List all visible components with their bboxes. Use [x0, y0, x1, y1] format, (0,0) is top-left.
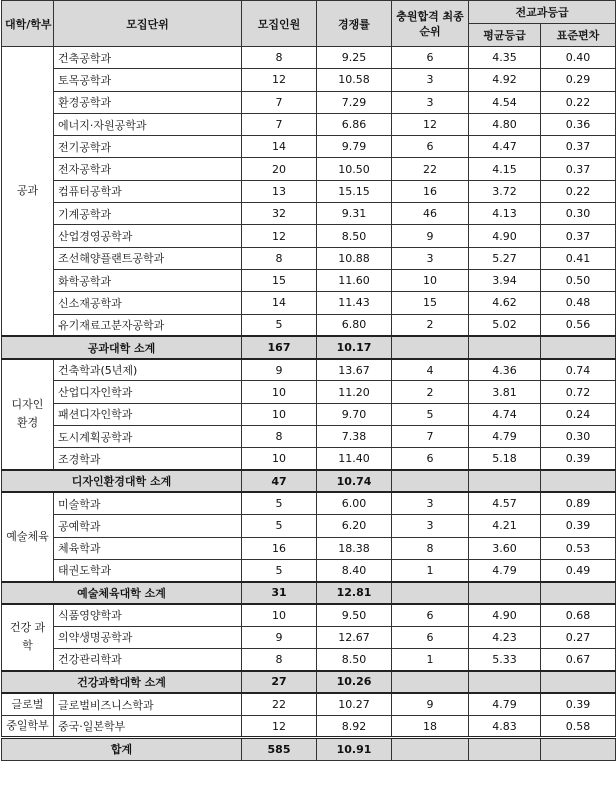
competition-cell: 6.80: [317, 314, 392, 336]
competition-cell: 9.79: [317, 136, 392, 158]
subtotal-empty: [392, 336, 469, 358]
avg-grade-cell: 3.81: [469, 381, 541, 403]
final-rank-cell: 3: [392, 515, 469, 537]
std-dev-cell: 0.48: [541, 292, 616, 314]
subtotal-quota: 27: [242, 671, 317, 693]
avg-grade-cell: 4.62: [469, 292, 541, 314]
unit-cell: 토목공학과: [54, 69, 242, 91]
avg-grade-cell: 3.60: [469, 537, 541, 559]
subtotal-empty: [392, 470, 469, 492]
std-dev-cell: 0.27: [541, 626, 616, 648]
subtotal-row: [2, 336, 616, 358]
unit-cell: 건축공학과: [54, 47, 242, 69]
unit-cell: 전기공학과: [54, 136, 242, 158]
table-row: [2, 537, 616, 559]
header-college: 대학/학부: [2, 1, 54, 47]
subtotal-competition: 10.17: [317, 336, 392, 358]
college-cell: 디자인 환경: [2, 359, 54, 470]
subtotal-empty: [541, 470, 616, 492]
subtotal-empty: [392, 582, 469, 604]
unit-cell: 중국·일본학부: [54, 715, 242, 737]
table-row: [2, 314, 616, 336]
total-competition: 10.91: [317, 738, 392, 760]
std-dev-cell: 0.49: [541, 559, 616, 581]
avg-grade-cell: 4.79: [469, 426, 541, 448]
unit-cell: 태권도학과: [54, 559, 242, 581]
avg-grade-cell: 4.92: [469, 69, 541, 91]
competition-cell: 6.20: [317, 515, 392, 537]
avg-grade-cell: 4.36: [469, 359, 541, 381]
final-rank-cell: 1: [392, 559, 469, 581]
final-rank-cell: 12: [392, 113, 469, 135]
unit-cell: 컴퓨터공학과: [54, 180, 242, 202]
competition-cell: 12.67: [317, 626, 392, 648]
final-rank-cell: 1: [392, 649, 469, 671]
final-rank-cell: 5: [392, 403, 469, 425]
subtotal-empty: [541, 671, 616, 693]
quota-cell: 14: [242, 136, 317, 158]
final-rank-cell: 6: [392, 626, 469, 648]
unit-cell: 미술학과: [54, 492, 242, 514]
subtotal-label: 공과대학 소계: [2, 336, 242, 358]
total-label: 합계: [2, 738, 242, 760]
unit-cell: 화학공학과: [54, 269, 242, 291]
unit-cell: 기계공학과: [54, 203, 242, 225]
final-rank-cell: 9: [392, 225, 469, 247]
final-rank-cell: 2: [392, 381, 469, 403]
avg-grade-cell: 4.23: [469, 626, 541, 648]
std-dev-cell: 0.30: [541, 426, 616, 448]
subtotal-empty: [541, 336, 616, 358]
subtotal-label: 예술체육대학 소계: [2, 582, 242, 604]
competition-cell: 10.27: [317, 693, 392, 715]
quota-cell: 8: [242, 247, 317, 269]
total-empty: [469, 738, 541, 760]
final-rank-cell: 3: [392, 69, 469, 91]
header-avg-grade: 평균등급: [469, 24, 541, 47]
header-quota: 모집인원: [242, 1, 317, 47]
avg-grade-cell: 4.21: [469, 515, 541, 537]
avg-grade-cell: 4.74: [469, 403, 541, 425]
table-row: [2, 649, 616, 671]
avg-grade-cell: 4.15: [469, 158, 541, 180]
std-dev-cell: 0.74: [541, 359, 616, 381]
table-row: [2, 292, 616, 314]
table-row: [2, 69, 616, 91]
header-row-1: [2, 1, 616, 24]
std-dev-cell: 0.58: [541, 715, 616, 737]
competition-cell: 18.38: [317, 537, 392, 559]
quota-cell: 10: [242, 403, 317, 425]
table-row: [2, 426, 616, 448]
std-dev-cell: 0.56: [541, 314, 616, 336]
total-empty: [541, 738, 616, 760]
unit-cell: 건축학과(5년제): [54, 359, 242, 381]
table-row: [2, 269, 616, 291]
unit-cell: 공예학과: [54, 515, 242, 537]
final-rank-cell: 8: [392, 537, 469, 559]
unit-cell: 건강관리학과: [54, 649, 242, 671]
unit-cell: 산업디자인학과: [54, 381, 242, 403]
std-dev-cell: 0.22: [541, 91, 616, 113]
std-dev-cell: 0.36: [541, 113, 616, 135]
avg-grade-cell: 4.79: [469, 693, 541, 715]
avg-grade-cell: 4.80: [469, 113, 541, 135]
quota-cell: 7: [242, 91, 317, 113]
quota-cell: 12: [242, 715, 317, 737]
quota-cell: 9: [242, 626, 317, 648]
table-row: [2, 403, 616, 425]
table-row: [2, 693, 616, 715]
college-cell: 예술체육: [2, 492, 54, 581]
final-rank-cell: 3: [392, 247, 469, 269]
avg-grade-cell: 5.18: [469, 448, 541, 470]
quota-cell: 12: [242, 69, 317, 91]
subtotal-row: [2, 582, 616, 604]
competition-cell: 10.58: [317, 69, 392, 91]
quota-cell: 5: [242, 314, 317, 336]
table-row: [2, 158, 616, 180]
competition-cell: 9.25: [317, 47, 392, 69]
unit-cell: 신소재공학과: [54, 292, 242, 314]
table-row: [2, 359, 616, 381]
competition-cell: 9.50: [317, 604, 392, 626]
competition-cell: 9.31: [317, 203, 392, 225]
avg-grade-cell: 4.13: [469, 203, 541, 225]
table-row: [2, 604, 616, 626]
unit-cell: 전자공학과: [54, 158, 242, 180]
table-row: [2, 448, 616, 470]
avg-grade-cell: 5.02: [469, 314, 541, 336]
std-dev-cell: 0.89: [541, 492, 616, 514]
std-dev-cell: 0.37: [541, 136, 616, 158]
quota-cell: 10: [242, 381, 317, 403]
std-dev-cell: 0.29: [541, 69, 616, 91]
competition-cell: 15.15: [317, 180, 392, 202]
header-std-dev: 표준편차: [541, 24, 616, 47]
subtotal-quota: 47: [242, 470, 317, 492]
avg-grade-cell: 4.79: [469, 559, 541, 581]
quota-cell: 5: [242, 492, 317, 514]
final-rank-cell: 7: [392, 426, 469, 448]
quota-cell: 5: [242, 515, 317, 537]
college-cell: 글로벌: [2, 693, 54, 715]
unit-cell: 유기재료고분자공학과: [54, 314, 242, 336]
final-rank-cell: 3: [392, 91, 469, 113]
total-quota: 585: [242, 738, 317, 760]
subtotal-competition: 12.81: [317, 582, 392, 604]
table-row: [2, 515, 616, 537]
header-grade-group: 전교과등급: [469, 1, 616, 24]
quota-cell: 10: [242, 448, 317, 470]
subtotal-quota: 31: [242, 582, 317, 604]
total-row: [2, 738, 616, 760]
competition-cell: 7.29: [317, 91, 392, 113]
final-rank-cell: 46: [392, 203, 469, 225]
std-dev-cell: 0.72: [541, 381, 616, 403]
table-row: [2, 180, 616, 202]
final-rank-cell: 16: [392, 180, 469, 202]
unit-cell: 패션디자인학과: [54, 403, 242, 425]
final-rank-cell: 3: [392, 492, 469, 514]
final-rank-cell: 9: [392, 693, 469, 715]
unit-cell: 식품영양학과: [54, 604, 242, 626]
std-dev-cell: 0.37: [541, 225, 616, 247]
header-competition: 경쟁률: [317, 1, 392, 47]
header-unit: 모집단위: [54, 1, 242, 47]
college-cell: 공과: [2, 47, 54, 337]
competition-cell: 10.50: [317, 158, 392, 180]
std-dev-cell: 0.41: [541, 247, 616, 269]
quota-cell: 7: [242, 113, 317, 135]
competition-cell: 11.60: [317, 269, 392, 291]
competition-cell: 11.40: [317, 448, 392, 470]
quota-cell: 15: [242, 269, 317, 291]
table-row: [2, 715, 616, 737]
avg-grade-cell: 4.54: [469, 91, 541, 113]
avg-grade-cell: 3.72: [469, 180, 541, 202]
quota-cell: 9: [242, 359, 317, 381]
competition-cell: 6.00: [317, 492, 392, 514]
quota-cell: 13: [242, 180, 317, 202]
unit-cell: 체육학과: [54, 537, 242, 559]
subtotal-competition: 10.74: [317, 470, 392, 492]
subtotal-label: 건강과학대학 소계: [2, 671, 242, 693]
table-row: [2, 225, 616, 247]
quota-cell: 16: [242, 537, 317, 559]
table-row: [2, 559, 616, 581]
avg-grade-cell: 3.94: [469, 269, 541, 291]
final-rank-cell: 6: [392, 136, 469, 158]
unit-cell: 글로벌비즈니스학과: [54, 693, 242, 715]
table-row: [2, 47, 616, 69]
quota-cell: 8: [242, 426, 317, 448]
avg-grade-cell: 4.90: [469, 225, 541, 247]
table-row: [2, 203, 616, 225]
table-row: [2, 381, 616, 403]
final-rank-cell: 18: [392, 715, 469, 737]
std-dev-cell: 0.50: [541, 269, 616, 291]
table-row: [2, 91, 616, 113]
admission-table: [1, 0, 616, 761]
college-cell: 건강 과학: [2, 604, 54, 671]
subtotal-row: [2, 470, 616, 492]
competition-cell: 8.50: [317, 649, 392, 671]
quota-cell: 20: [242, 158, 317, 180]
table-row: [2, 626, 616, 648]
quota-cell: 22: [242, 693, 317, 715]
table-row: [2, 136, 616, 158]
unit-cell: 에너지·자원공학과: [54, 113, 242, 135]
final-rank-cell: 6: [392, 604, 469, 626]
college-cell: 중일학부: [2, 715, 54, 737]
std-dev-cell: 0.39: [541, 693, 616, 715]
subtotal-label: 디자인환경대학 소계: [2, 470, 242, 492]
header-final-rank-text: 충원합격 최종순위: [396, 9, 464, 38]
final-rank-cell: 4: [392, 359, 469, 381]
std-dev-cell: 0.22: [541, 180, 616, 202]
competition-cell: 7.38: [317, 426, 392, 448]
final-rank-cell: 6: [392, 448, 469, 470]
subtotal-empty: [469, 671, 541, 693]
unit-cell: 산업경영공학과: [54, 225, 242, 247]
final-rank-cell: 22: [392, 158, 469, 180]
std-dev-cell: 0.68: [541, 604, 616, 626]
final-rank-cell: 15: [392, 292, 469, 314]
competition-cell: 11.20: [317, 381, 392, 403]
unit-cell: 의약생명공학과: [54, 626, 242, 648]
competition-cell: 13.67: [317, 359, 392, 381]
unit-cell: 도시계획공학과: [54, 426, 242, 448]
final-rank-cell: 2: [392, 314, 469, 336]
std-dev-cell: 0.30: [541, 203, 616, 225]
quota-cell: 8: [242, 47, 317, 69]
table-row: [2, 113, 616, 135]
competition-cell: 9.70: [317, 403, 392, 425]
quota-cell: 32: [242, 203, 317, 225]
table-body: [2, 47, 616, 761]
final-rank-cell: 10: [392, 269, 469, 291]
subtotal-competition: 10.26: [317, 671, 392, 693]
quota-cell: 8: [242, 649, 317, 671]
avg-grade-cell: 4.57: [469, 492, 541, 514]
avg-grade-cell: 4.47: [469, 136, 541, 158]
competition-cell: 8.50: [317, 225, 392, 247]
header-final-rank: [392, 1, 469, 47]
std-dev-cell: 0.67: [541, 649, 616, 671]
subtotal-empty: [469, 336, 541, 358]
std-dev-cell: 0.53: [541, 537, 616, 559]
std-dev-cell: 0.37: [541, 158, 616, 180]
unit-cell: 조선해양플랜트공학과: [54, 247, 242, 269]
competition-cell: 11.43: [317, 292, 392, 314]
std-dev-cell: 0.39: [541, 515, 616, 537]
subtotal-row: [2, 671, 616, 693]
avg-grade-cell: 4.83: [469, 715, 541, 737]
competition-cell: 8.40: [317, 559, 392, 581]
subtotal-empty: [469, 470, 541, 492]
table-row: [2, 247, 616, 269]
subtotal-empty: [469, 582, 541, 604]
competition-cell: 6.86: [317, 113, 392, 135]
subtotal-quota: 167: [242, 336, 317, 358]
std-dev-cell: 0.40: [541, 47, 616, 69]
competition-cell: 10.88: [317, 247, 392, 269]
subtotal-empty: [541, 582, 616, 604]
quota-cell: 12: [242, 225, 317, 247]
unit-cell: 환경공학과: [54, 91, 242, 113]
table-row: [2, 492, 616, 514]
subtotal-empty: [392, 671, 469, 693]
avg-grade-cell: 4.90: [469, 604, 541, 626]
total-empty: [392, 738, 469, 760]
competition-cell: 8.92: [317, 715, 392, 737]
final-rank-cell: 6: [392, 47, 469, 69]
avg-grade-cell: 5.33: [469, 649, 541, 671]
std-dev-cell: 0.39: [541, 448, 616, 470]
avg-grade-cell: 4.35: [469, 47, 541, 69]
quota-cell: 10: [242, 604, 317, 626]
unit-cell: 조경학과: [54, 448, 242, 470]
quota-cell: 14: [242, 292, 317, 314]
std-dev-cell: 0.24: [541, 403, 616, 425]
quota-cell: 5: [242, 559, 317, 581]
avg-grade-cell: 5.27: [469, 247, 541, 269]
